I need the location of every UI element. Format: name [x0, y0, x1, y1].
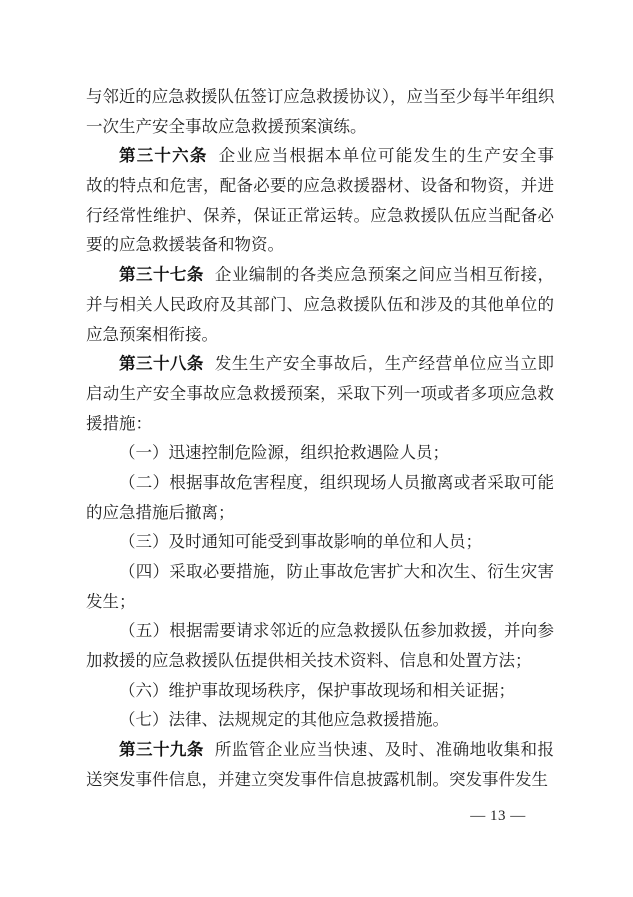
line-text: （七）法律、法规规定的其他应急救援措施。 [119, 710, 449, 730]
text-line [86, 587, 554, 617]
line-text: 送突发事件信息，并建立突发事件信息披露机制。突发事件发生 [86, 769, 548, 789]
text-line [86, 765, 554, 795]
line-text: 发生生产安全事故后，生产经营单位应当立即 [214, 354, 555, 374]
article-number: 第三十八条 [119, 354, 204, 374]
list-item-paragraph [86, 527, 554, 557]
article-paragraph [86, 260, 554, 349]
list-item-paragraph [86, 616, 554, 675]
line-text: 企业编制的各类应急预案之间应当相互衔接， [214, 265, 555, 285]
list-item-paragraph [86, 438, 554, 468]
line-text: （三）及时通知可能受到事故影响的单位和人员； [119, 532, 482, 552]
text-line [86, 82, 554, 112]
line-text: （四）采取必要措施，防止事故危害扩大和次生、衍生灾害 [119, 562, 554, 581]
line-text: 发生； [86, 591, 136, 611]
text-line [86, 557, 554, 587]
text-line [86, 705, 554, 735]
text-line [86, 320, 554, 350]
line-text: 要的应急救援装备和物资。 [86, 235, 284, 255]
list-item-paragraph [86, 468, 554, 527]
text-line [86, 527, 554, 557]
text-line [86, 498, 554, 528]
article-number: 第三十七条 [119, 265, 204, 285]
line-text: （二）根据事故危害程度，组织现场人员撤离或者采取可能 [119, 472, 554, 492]
text-line [86, 409, 554, 439]
line-text: 的应急措施后撤离； [86, 502, 235, 522]
line-text: 并与相关人民政府及其部门、应急救援队伍和涉及的其他单位的 [86, 294, 554, 314]
line-text: 应急预案相衔接。 [86, 324, 218, 344]
text-line [86, 616, 554, 646]
line-text: 与邻近的应急救援队伍签订应急救援协议），应当至少每半年组织 [86, 87, 554, 106]
text-line [86, 438, 554, 468]
text-line [86, 349, 554, 379]
list-item-paragraph [86, 557, 554, 616]
line-text: 行经常性维护、保养，保证正常运转。应急救援队伍应当配备必 [86, 205, 554, 225]
article-paragraph [86, 735, 554, 794]
line-text: 故的特点和危害，配备必要的应急救援器材、设备和物资，并进 [86, 176, 554, 196]
line-text: 加救援的应急救援队伍提供相关技术资料、信息和处置方法； [86, 651, 532, 671]
article-number: 第三十九条 [119, 740, 204, 760]
page-number: — 13 — [470, 808, 526, 824]
text-line [86, 141, 554, 171]
text-line [86, 230, 554, 260]
text-line [86, 171, 554, 201]
continuation-paragraph [86, 82, 554, 141]
text-line [86, 201, 554, 231]
text-line [86, 290, 554, 320]
line-text: 启动生产安全事故应急救援预案，采取下列一项或者多项应急救 [86, 383, 554, 403]
list-item-paragraph [86, 705, 554, 735]
text-line [86, 468, 554, 498]
line-text: 援措施： [86, 413, 152, 433]
line-text: （六）维护事故现场秩序，保护事故现场和相关证据； [119, 680, 515, 700]
text-line [86, 379, 554, 409]
text-line [86, 676, 554, 706]
text-line [86, 260, 554, 290]
document-body [86, 82, 554, 795]
text-line [86, 735, 554, 765]
line-text: 一次生产安全事故应急救援预案演练。 [86, 116, 367, 136]
article-number: 第三十六条 [119, 146, 208, 166]
article-paragraph [86, 141, 554, 260]
text-line [86, 646, 554, 676]
line-text: 所监管企业应当快速、及时、准确地收集和报 [214, 740, 555, 760]
list-item-paragraph [86, 676, 554, 706]
text-line [86, 112, 554, 142]
line-text: 企业应当根据本单位可能发生的生产安全事 [218, 146, 555, 166]
line-text: （五）根据需要请求邻近的应急救援队伍参加救援，并向参 [119, 621, 554, 641]
article-paragraph [86, 349, 554, 438]
line-text: （一）迅速控制危险源，组织抢救遇险人员； [119, 443, 449, 463]
